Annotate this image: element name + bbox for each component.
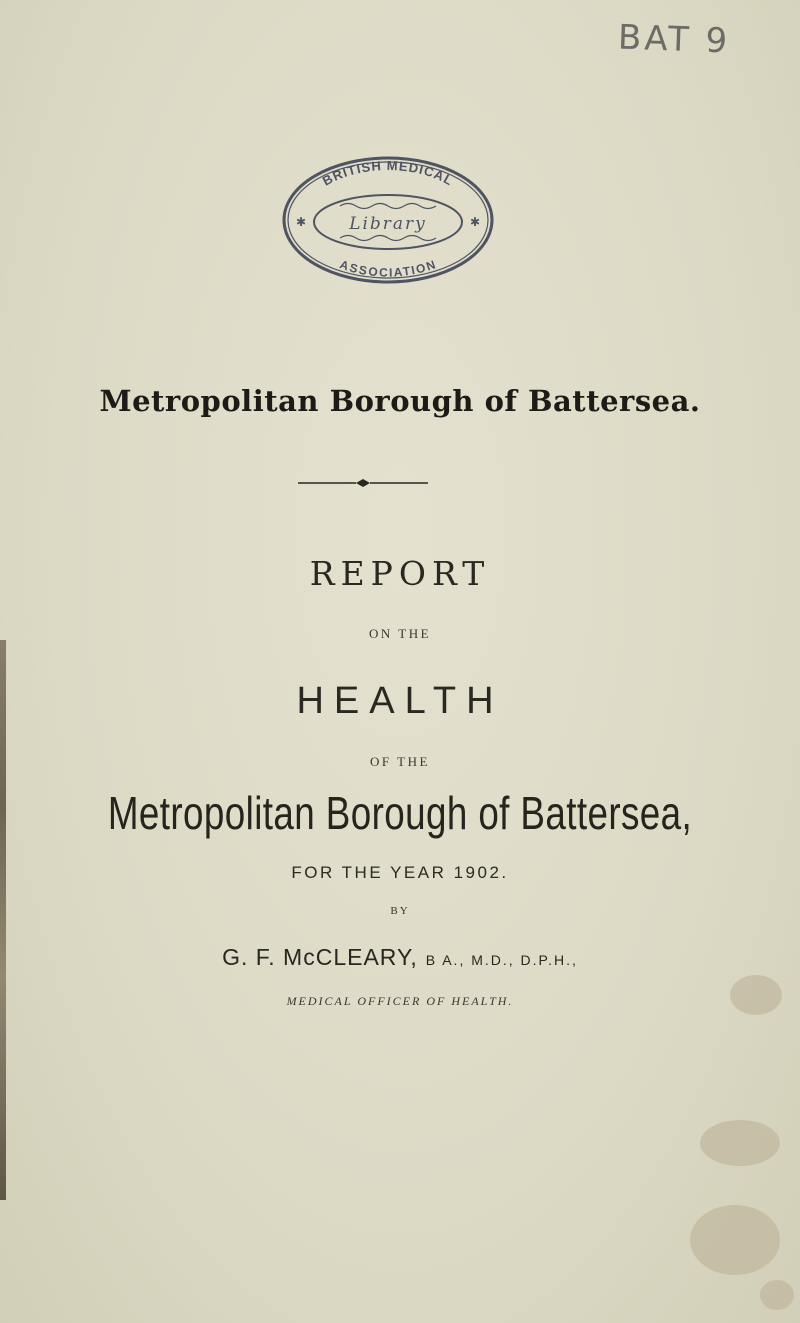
borough-title: Metropolitan Borough of Battersea, [107,787,693,839]
library-stamp [280,150,496,290]
svg-text:ASSOCIATION [338,257,438,279]
year-line: FOR THE YEAR 1902. [291,863,509,882]
stamp-star-right-icon: ✱ [470,215,481,229]
stamp-bottom-text: ASSOCIATION [337,257,439,280]
stamp-star-left-icon: ✱ [296,215,307,229]
of-the-text: OF THE [370,754,430,769]
health-title: HEALTH [296,680,504,722]
gothic-heading: Metropolitan Borough of Battersea. [99,384,701,418]
author-line [0,944,800,971]
paper-stain [730,975,782,1015]
stamp-top-text: BRITISH MEDICAL [319,157,457,189]
page-edge-shadow [0,640,6,1200]
by-text: BY [390,905,410,917]
author-role: MEDICAL OFFICER OF HEALTH. [286,994,514,1008]
author-degrees: B A., M.D., D.P.H., [425,952,578,968]
paper-stain [690,1205,780,1275]
stamp-center-text: Library [349,214,427,234]
divider-ornament [298,476,428,490]
report-title: REPORT [309,554,491,593]
paper-stain [760,1280,794,1310]
svg-text:BRITISH MEDICAL [320,158,456,189]
handwritten-shelfmark: BAT 9 [617,17,731,62]
paper-stain [700,1120,780,1166]
author-name: G. F. McCLEARY, [222,944,418,970]
on-the-text: ON THE [368,626,432,641]
